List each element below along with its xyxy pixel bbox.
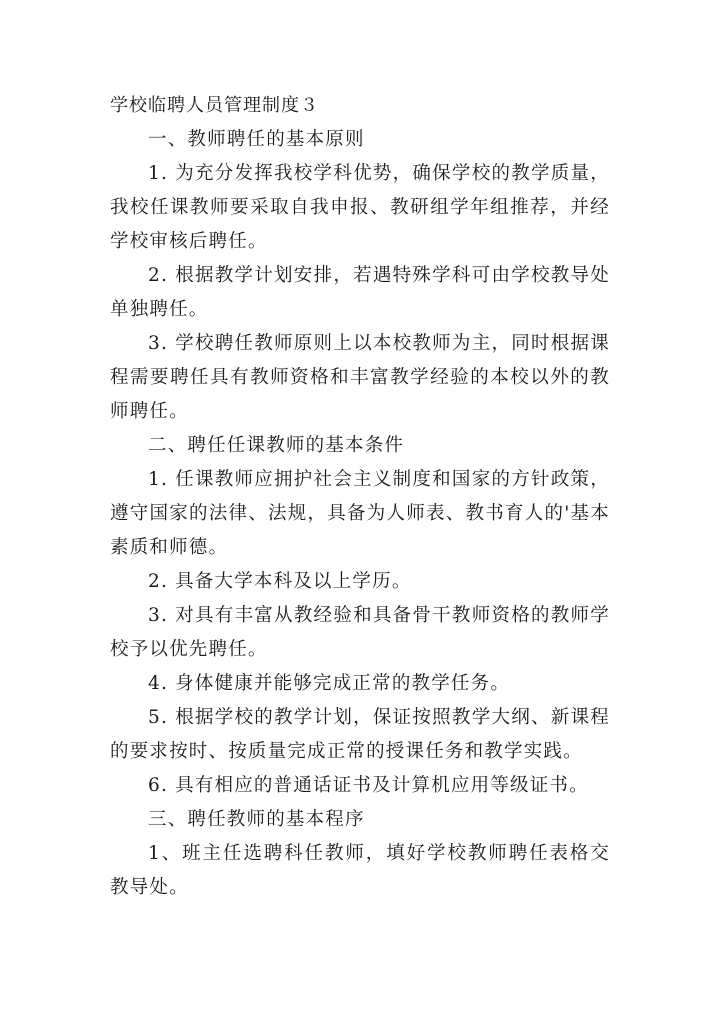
section-2-item-6: 6. 具有相应的普通话证书及计算机应用等级证书。 [148, 775, 589, 796]
section-3-item-1: 1、班主任选聘科任教师，填好学校教师聘任表格交教导处。 [110, 843, 610, 898]
section-heading-2: 二、聘任任课教师的基本条件 [148, 435, 405, 456]
section-2-item-3: 3. 对具有丰富从教经验和具备骨干教师资格的教师学校予以优先聘任。 [110, 605, 610, 660]
section-1-item-2: 2. 根据教学计划安排，若遇特殊学科可由学校教导处单独聘任。 [110, 265, 610, 320]
section-1-item-3: 3. 学校聘任教师原则上以本校教师为主，同时根据课程需要聘任具有教师资格和丰富教学经验的本校以外的教师聘任。 [110, 333, 610, 422]
section-2-item-5: 5. 根据学校的教学计划，保证按照教学大纲、新课程的要求按时、按质量完成正常的授课任务和教学实践。 [110, 707, 610, 762]
section-2-item-2: 2. 具备大学本科及以上学历。 [148, 571, 412, 592]
document-title: 学校临聘人员管理制度３ [110, 95, 319, 116]
section-1-item-1: 1. 为充分发挥我校学科优势，确保学校的教学质量，我校任课教师要采取自我申报、教研组学年组推荐，并经学校审核后聘任。 [110, 163, 610, 252]
section-heading-3: 三、聘任教师的基本程序 [148, 809, 365, 830]
section-heading-1: 一、教师聘任的基本原则 [148, 129, 365, 150]
document-page [110, 89, 610, 905]
section-2-item-4: 4. 身体健康并能够完成正常的教学任务。 [148, 673, 511, 694]
section-2-item-1: 1. 任课教师应拥护社会主义制度和国家的方针政策，遵守国家的法律、法规，具备为人师表、教书育人的'基本素质和师德。 [110, 469, 610, 558]
